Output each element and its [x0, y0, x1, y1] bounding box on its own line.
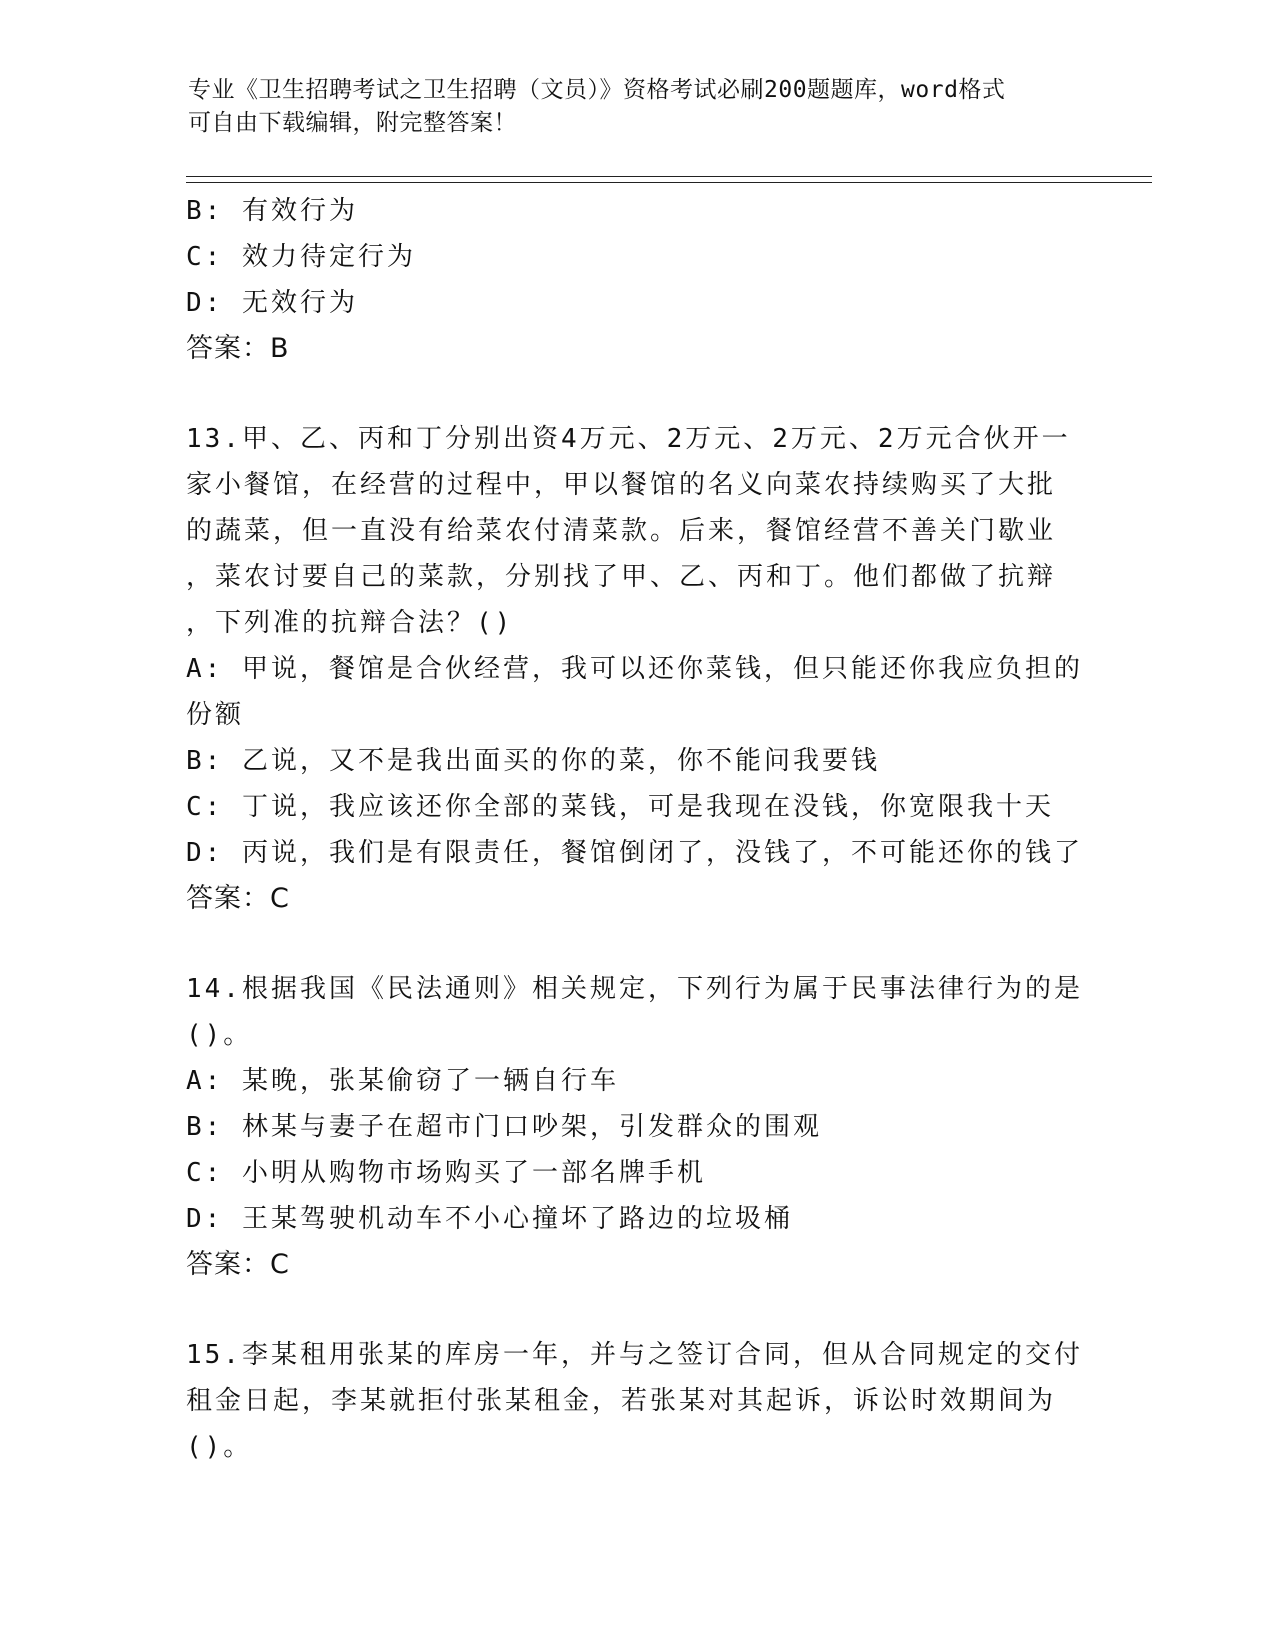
header-divider-top: [186, 176, 1152, 177]
spacer: [186, 372, 1086, 416]
header-divider-bottom: [186, 182, 1152, 183]
header-line-2: 可自由下载编辑，附完整答案！: [188, 110, 517, 136]
q15-stem-line: 租金日起，李某就拒付张某租金，若张某对其起诉，诉讼时效期间为: [186, 1386, 1057, 1416]
q13-option-c: C: 丁说，我应该还你全部的菜钱，可是我现在没钱，你宽限我十天: [186, 792, 1054, 822]
q12-option-b: B: 有效行为: [186, 196, 358, 226]
q14-option-d: D: 王某驾驶机动车不小心撞坏了路边的垃圾桶: [186, 1204, 793, 1234]
q13-answer: 答案：C: [186, 883, 290, 914]
header-line-1: 专业《卫生招聘考试之卫生招聘（文员）》资格考试必刷200题题库，word格式: [188, 77, 1006, 103]
q13-option-a: A: 甲说，餐馆是合伙经营，我可以还你菜钱，但只能还你我应负担的: [186, 654, 1083, 684]
question-12: [186, 188, 1086, 372]
q14-option-a: A: 某晚，张某偷窃了一辆自行车: [186, 1066, 619, 1096]
question-15: [186, 1332, 1086, 1470]
q15-stem-line: ()。: [186, 1432, 253, 1462]
q13-option-b: B: 乙说，又不是我出面买的你的菜，你不能问我要钱: [186, 746, 880, 776]
q13-stem-line: ，菜农讨要自己的菜款，分别找了甲、乙、丙和丁。他们都做了抗辩: [186, 562, 1057, 592]
question-content: [186, 188, 1086, 1470]
q13-stem-line: 家小餐馆，在经营的过程中，甲以餐馆的名义向菜农持续购买了大批: [186, 470, 1057, 500]
q14-option-b: B: 林某与妻子在超市门口吵架，引发群众的围观: [186, 1112, 822, 1142]
q14-stem-line: 14.根据我国《民法通则》相关规定，下列行为属于民事法律行为的是: [186, 974, 1083, 1004]
q13-option-d: D: 丙说，我们是有限责任，餐馆倒闭了，没钱了，不可能还你的钱了: [186, 838, 1083, 868]
q14-answer: 答案：C: [186, 1249, 290, 1280]
q14-stem-line: ()。: [186, 1020, 253, 1050]
document-header: [188, 74, 1068, 140]
q13-stem-line: ，下列准的抗辩合法？(): [186, 608, 514, 638]
question-13: [186, 416, 1086, 922]
question-14: [186, 966, 1086, 1288]
q13-option-a-cont: 份额: [186, 700, 245, 730]
q14-option-c: C: 小明从购物市场购买了一部名牌手机: [186, 1158, 706, 1188]
spacer: [186, 922, 1086, 966]
q15-stem-line: 15.李某租用张某的库房一年，并与之签订合同，但从合同规定的交付: [186, 1340, 1083, 1370]
q13-stem-line: 13.甲、乙、丙和丁分别出资4万元、2万元、2万元、2万元合伙开一: [186, 424, 1071, 454]
q12-answer: 答案：B: [186, 333, 290, 364]
spacer: [186, 1288, 1086, 1332]
q12-option-d: D: 无效行为: [186, 288, 358, 318]
q12-option-c: C: 效力待定行为: [186, 242, 416, 272]
q13-stem-line: 的蔬菜，但一直没有给菜农付清菜款。后来，餐馆经营不善关门歇业: [186, 516, 1057, 546]
